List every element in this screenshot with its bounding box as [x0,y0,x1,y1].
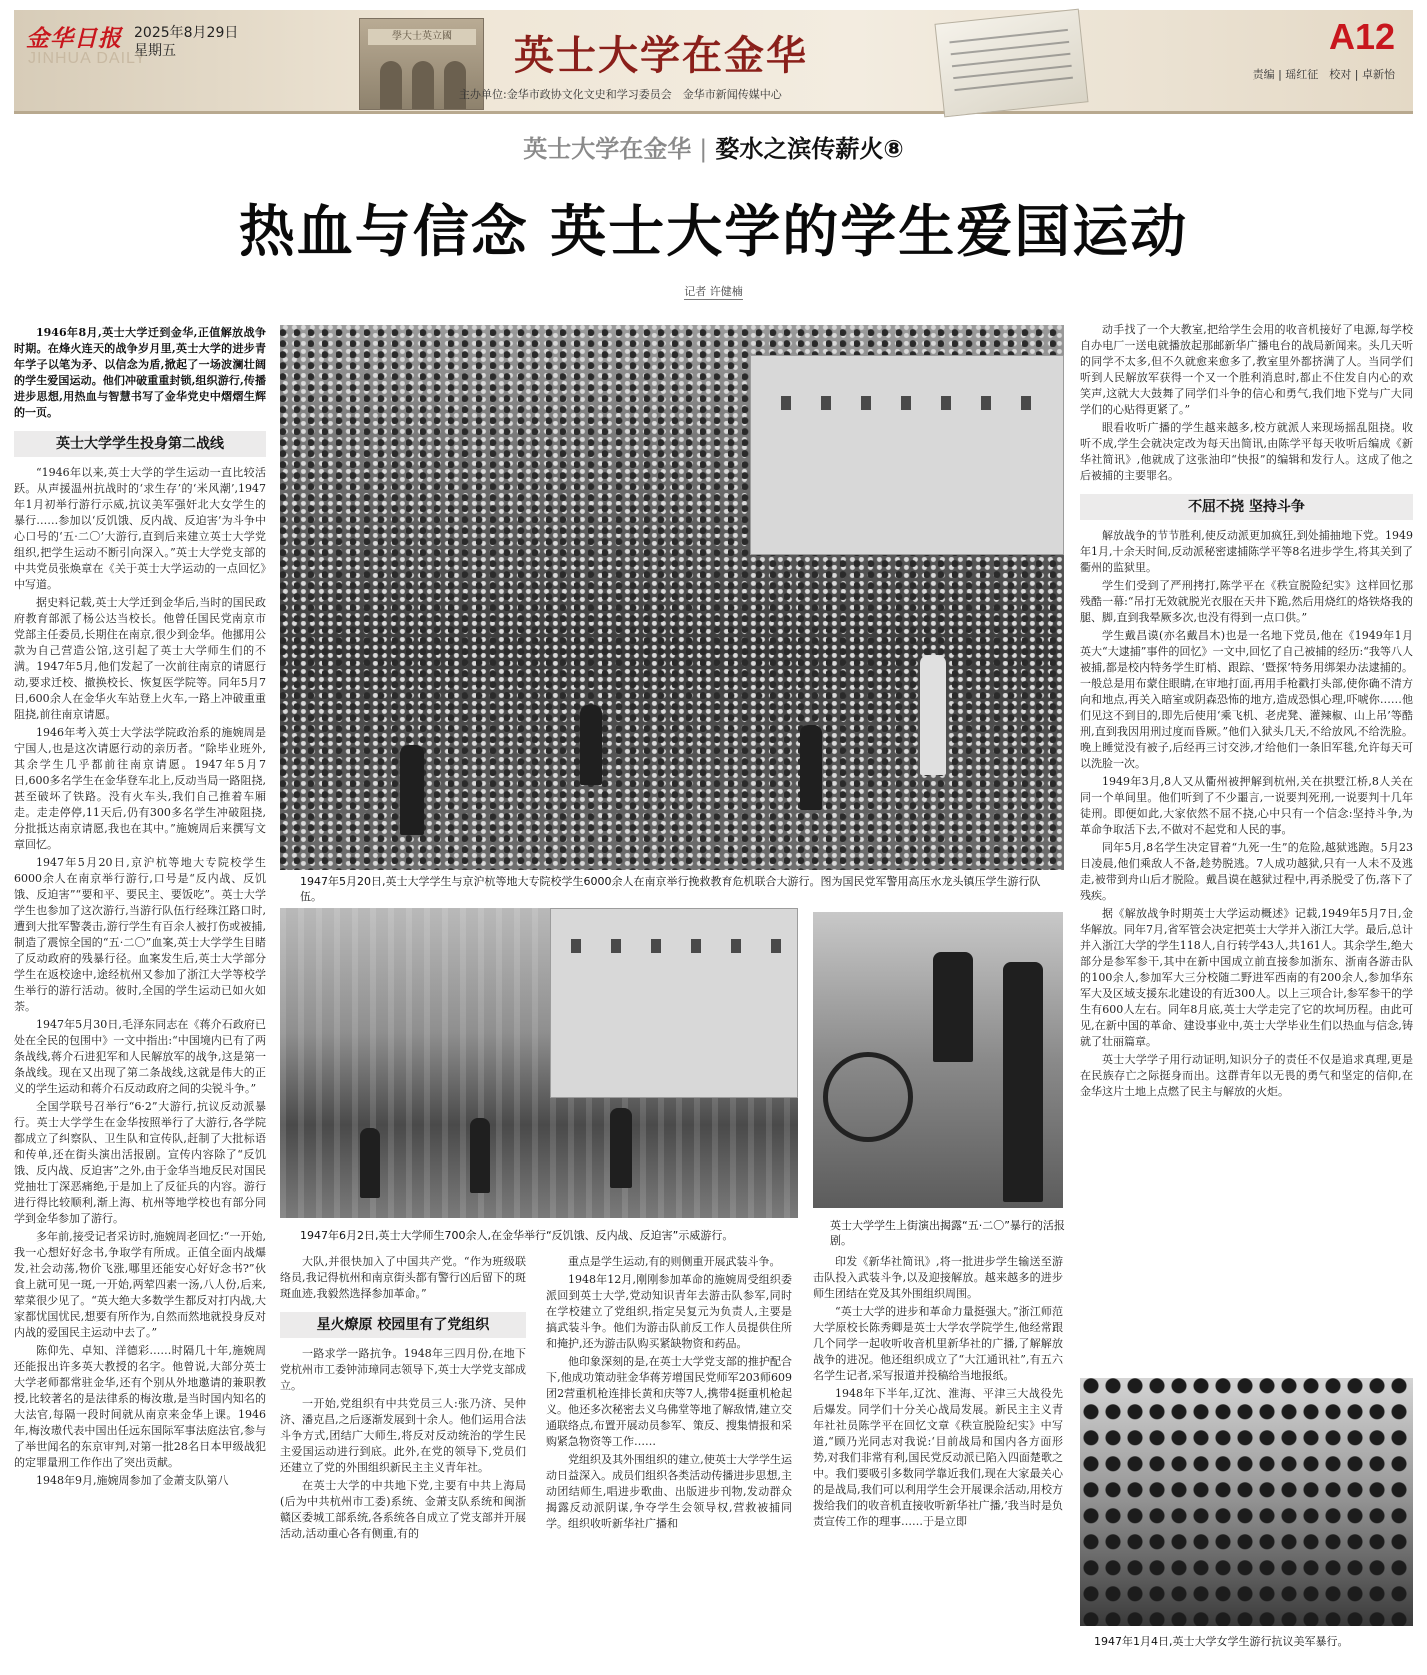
body-paragraph: 解放战争的节节胜利,使反动派更加疯狂,到处捕抽地下党。1949年1月,十余天时间,反动派秘密逮捕陈学平等8名进步学生,将其关到了衢州的监狱里。 [1080,529,1413,574]
kicker-divider: | [699,135,708,163]
gate-door [412,61,434,109]
paper-logo[interactable]: 金华日报 [26,25,122,52]
body-paragraph: 学生戴昌谟(亦名戴昌木)也是一名地下党员,他在《1949年1月英大“大逮捕”事件的回忆》一文中,回忆了自己被捕的经历:“我等八人被捕,都是校内特务学生盯梢、跟踪、‘暨探’特务用绑架办法逮捕的。一般总是用布蒙住眼睛,在审地打面,再用手枪戳打头部,使你确不清方向和地点,再关入暗室或阴森恐怖的地方,造成恐惧心理,吓唬你……他们见这不到目的,即先后使用‘乘飞机、老虎凳、灌辣椒、山上吊’等酷刑,直到我因用刑过度而昏厥。”他们入狱头几天,不给放风,不给洗脸。晚上睡觉没有被子,后经再三讨交涉,才给他们一条旧军毯,允许每天可以洗脸一次。 [1080,629,1413,770]
body-paragraph: 1947年5月30日,毛泽东同志在《蒋介石政府已处在全民的包围中》一文中指出:“中国境内已有了两条战线,蒋介石进犯军和人民解放军的战争,这是第一条战线。现在又出现了第二条战线,这就是伟大的正义的学生运动和蒋介石反动政府之间的尖锐斗争。” [14,1018,266,1095]
masthead [14,10,1413,114]
body-paragraph: 在英士大学的中共地下党,主要有中共上海局(后为中共杭州市工委)系统、金萧支队系统和闽浙赣区委城工部系统,各系统各自成立了党支部并开展活动,活动重心各有侧重,有的 [280,1479,526,1540]
section-title: 英士大学在金华 [514,32,808,79]
body-paragraph: 同年5月,8名学生决定冒着“九死一生”的危险,越狱逃跑。5月23日凌晨,他们乘敌人不备,趁势脱逃。7人成功越狱,只有一人未不及逃走,被带到舟山后才脱险。戴昌谟在越狱过程中,再杀脱受了伤,落下了残疾。 [1080,841,1413,902]
photo-jinhua-march [280,908,798,1218]
photo-female-students-march [1080,1378,1413,1626]
editors-line: 责编 | 瑶红征 校对 | 卓新怡 [1252,68,1395,81]
gate-door [380,61,402,109]
page-number: A12 [1328,16,1395,57]
series-label: 英士大学在金华 [523,135,692,163]
column-left [14,325,266,1670]
body-paragraph: 大队,并很快加入了中国共产党。“作为班级联络员,我记得杭州和南京街头都有警行凶后留下的斑斑血迹,我毅然选择参加革命。” [280,1255,526,1300]
body-paragraph: 1947年5月20日,京沪杭等地大专院校学生6000余人在南京举行游行,口号是“反内战、反饥饿、反迫害”“要和平、要民主、要饭吃”。英士大学学生也参加了这次游行,当游行队伍行经珠江路口时,遭到大批军警袭击,游行学生有百余人被打伤或被捕,制造了震惊全国的“五·二〇”血案,英士大学学生目睹了反动政府的残暴行径。血案发生后,英士大学部分学生在返校途中,途经杭州又参加了浙江大学等校学生举行的游行活动。彼时,全国的学生运动已如火如荼。 [14,856,266,1013]
series-kicker [0,129,1427,164]
body-paragraph: 一路求学一路抗争。1948年三四月份,在地下党杭州市工委钟沛璋同志领导下,英士大学党支部成立。 [280,1347,526,1392]
body-paragraph: 一开始,党组织有中共党员三人:张乃济、吴仲济、潘克昌,之后逐渐发展到十余人。他们运用合法斗争方式,团结广大师生,将反对反动统治的学生民主爱国运动进行到底。此外,在党的领导下,党员们还建立了党的外围组织新民主主义青年社。 [280,1397,526,1474]
body-paragraph: 眼看收听广播的学生越来越多,校方就派人来现场摇乱阻挠。收听不成,学生会就决定改为每天出简讯,由陈学平每天收听后编成《新华社简讯》,他就成了这张油印“快报”的编辑和发行人。这成了他之后被捕的主要罪名。 [1080,421,1413,482]
body-paragraph: 1949年3月,8人又从衢州被押解到杭州,关在拱墅江桥,8人关在同一个单间里。他们听到了不少噩言,一说要判死刑,一说要判十几年徒刑。即便如此,大家依然不屈不挠,心中只有一个信念:坚持斗争,为革命争取活下去,不做对不起党和人民的事。 [1080,775,1413,836]
sponsors-line: 主办单位:金华市政协文化文史和学习委员会 金华市新闻传媒中心 [459,88,782,101]
subhead-party-organization: 星火燎原 校园里有了党组织 [280,1312,526,1338]
article-headline: 热血与信念 英士大学的学生爱国运动 [238,200,1189,265]
body-paragraph: 全国学联号召举行“6·2”大游行,抗议反动派暴行。英士大学学生在金华按照举行了大游行,各学院都成立了纠察队、卫生队和宣传队,赶制了大批标语和传单,还在街头演出活报剧。宣传内容除了“反饥饿、反内战、反迫害”之外,由于金华当地反民对国民党抽壮丁深恶痛绝,于是加上了反征兵的内容。游行进行得比较顺利,渐上海、杭州等地学校也有部分同学到金华参加了游行。 [14,1100,266,1225]
body-paragraph: 1948年下半年,辽沈、淮海、平津三大战役先后爆发。同学们十分关心战局发展。新民主主义青年社社员陈学平在回忆文章《秩宣脱险纪实》中写道,“顾乃光同志对我说:‘目前战局和国内各方面形势,对我们非常有利,国民党反动派已陷入四面楚歌之中。我们要吸引多数同学靠近我们,现在大家最关心的是战局,我们可以利用学生会开展课余活动,用校方拨给我们的收音机直接收听新华社广播,’我当时是负责宣传工作的理事……于是立即 [813,1387,1063,1528]
subhead-struggle: 不屈不挠 坚持斗争 [1080,494,1413,520]
body-paragraph: 1946年考入英士大学法学院政治系的施婉周是宁国人,也是这次请愿行动的亲历者。“除毕业班外,其余学生几乎都前往南京请愿。1947年5月7日,600多名学生在金华登车北上,反动当局一路阻挠,甚至破坏了铁路。没有火车头,我们自己推着车厢走。走走停停,11天后,仍有300多名学生冲破阻挠,分批抵达南京请愿,我也在其中。”施婉周后来撰写文章回忆。 [14,726,266,851]
caption-photo4: 1947年1月4日,英士大学女学生游行抗议美军暴行。 [1094,1635,1349,1648]
paper-logo-english: JINHUA DAILY [28,50,147,67]
body-paragraph: 党组织及其外围组织的建立,使英士大学学生运动日益深入。成员们组织各类活动传播进步思想,主动团结师生,唱进步歌曲、出版进步刊物,发动群众揭露反动派阴谋,争夺学生会领导权,营救被捕同学。组织收听新华社广播和 [546,1453,792,1530]
body-paragraph: 1948年12月,刚刚参加革命的施婉周受组织委派回到英士大学,党动知识青年去游击队参军,同时在学校建立了党组织,指定吴复元为负责人,主要是搞武装斗争。他们为游击队前反工作人员提供住所和掩护,还为游击队购买紧缺物资和药品。 [546,1273,792,1350]
column-middle-b [546,1254,792,1672]
gate-sign: 學大士英立國 [368,29,476,45]
caption-photo1: 1947年5月20日,英士大学学生与京沪杭等地大专院校学生6000余人在南京举行挽救教育危机联合大游行。图为国民党军警用高压水龙头镇压学生游行队伍。 [300,875,1041,903]
body-paragraph: “英士大学的进步和革命力量挺强大。”浙江师范大学原校长陈秀卿是英士大学农学院学生,他经常跟几个同学一起收听收音机里新华社的广播,了解解放战争的进况。他还组织成立了“大江通讯社”,有五六名学生记者,采写报道并投稿给当地报纸。 [813,1305,1063,1382]
body-paragraph: 学生们受到了严刑拷打,陈学平在《秩宣脱险纪实》这样回忆那残酷一幕:“吊打无效就脱光衣服在天井下跪,然后用烧红的烙铁烙我的腿、脚,直到我晕厥多次,也没有得到一点口供。” [1080,579,1413,624]
photo-building [550,908,798,1098]
book-illustration [934,9,1088,118]
body-paragraph: 据《解放战争时期英士大学运动概述》记载,1949年5月7日,金华解放。同年7月,省军管会决定把英士大学并入浙江大学。最后,总计并入浙江大学的学生118人,自行转学43人,共161人。其余学生,绝大部分是参军参干,其中在新中国成立前直接参加浙东、浙南各游击队的100余人,参加军大三分校随二野进军西南的有200余人,参加华东军大及区域支援东北建设的有近300人。以上三项合计,参军参干的学生有600人左右。同年8月底,英士大学走完了它的坎坷历程。由此可见,在新中国的革命、建设事业中,英士大学毕业生们以热血与信念,铸就了壮丽篇章。 [1080,907,1413,1048]
body-paragraph: 他印象深刻的是,在英士大学党支部的推护配合下,他成功策动驻金华蒋芳增国民党师军203师609团2营重机枪连排长黄和庆等7人,携带4挺重机枪起义。他还多次秘密去义乌佛堂等地了解敌情,建立交通联络点,布置开展动员参军、策反、搜集情报和采购紧急物资等工作…… [546,1355,792,1448]
caption-photo3: 英士大学学生上街演出揭露“五·二〇”暴行的活报剧。 [830,1219,1065,1247]
photo-street-drama [813,912,1063,1208]
photo-nanjing-march [280,325,1064,870]
issue-date: 2025年8月29日 [134,25,239,41]
lead-paragraph: 1946年8月,英士大学迁到金华,正值解放战争时期。在烽火连天的战争岁月里,英士大学的进步青年学子以笔为矛、以信念为盾,掀起了一场波澜壮阔的学生爱国运动。他们冲破重重封锁,组织游行,传播进步思想,用热血与智慧书写了金华党史中熠熠生辉的一页。 [14,326,266,419]
series-subtitle: 婺水之滨传薪火⑧ [715,135,904,163]
rickshaw-wheel [823,1052,913,1142]
body-paragraph: 1948年9月,施婉周参加了金萧支队第八 [36,1474,229,1487]
issue-weekday: 星期五 [134,43,176,59]
photo-building [750,355,1064,555]
column-middle-a [280,1254,526,1672]
subhead-second-front: 英士大学学生投身第二战线 [14,431,266,457]
column-middle-c [813,1254,1063,1672]
caption-photo2: 1947年6月2日,英士大学师生700余人,在金华举行“反饥饿、反内战、反迫害”示威游行。 [300,1229,734,1242]
byline-wrapper [0,283,1427,299]
body-paragraph: 多年前,接受记者采访时,施婉周老回忆:“一开始,我一心想好好念书,争取学有所成。正值全面内战爆发,社会动荡,物价飞涨,哪里还能安心好好念书?”伙食上就可见一斑,一开始,两荤四素一汤,八人份,后来,荤菜很少见了。“英大绝大多数学生都反对打内战,大家都忧国忧民,想要有所作为,自然而然地就投身反对内战的爱国民主运动中去了。” [14,1230,266,1339]
byline: 记者 许健楠 [684,285,743,298]
body-paragraph: 动手找了一个大教室,把给学生会用的收音机接好了电源,每学校自办电厂一送电就播放起那邮新华广播电台的战局新闻来。头几天听的同学不太多,但不久就愈来愈多了,教室里外都挤满了人。当同学们听到人民解放军获得一个又一个胜利消息时,都止不住发自内心的欢笑声,这就大大鼓舞了同学们斗争的信心和勇气,我们地下党与广大同学们的心贴得更紧了。” [1080,323,1413,416]
body-paragraph: 印发《新华社简讯》,将一批进步学生输送至游击队投入武装斗争,以及迎接解放。越来越多的进步师生团结在党及其外围组织周围。 [813,1255,1063,1300]
body-paragraph: 英士大学学子用行动证明,知识分子的责任不仅是追求真理,更是在民族存亡之际挺身而出。这群青年以无畏的勇气和坚定的信仰,在金华这片土地上点燃了民主与解放的火炬。 [1080,1053,1413,1098]
body-paragraph: 重点是学生运动,有的则侧重开展武装斗争。 [568,1255,781,1268]
body-paragraph: 据史料记载,英士大学迁到金华后,当时的国民政府教育部派了杨公达当校长。他曾任国民党南京市党部主任委员,长期住在南京,很少到金华。他挪用公款为自己营造公馆,这引起了英士大学师生们的不满。1947年5月,他们发起了一次前往南京的请愿行动,要求迁校、撤换校长、恢复医学院等。同年5月7日,600余人在金华火车站登上火车,一路上冲破重重阻挠,前往南京请愿。 [14,596,266,721]
body-paragraph: “1946年以来,英士大学的学生运动一直比较活跃。从声援温州抗战时的‘求生存’的‘米风潮’,1947年1月初举行游行示威,抗议美军强奸北大女学生的暴行……参加以‘反饥饿、反内战、反迫害’为斗争中心口号的‘五·二〇’大游行,直到后来建立英士大学党组织,把学生运动不断引向深入。”英士大学党支部的中共党员张焕章在《关于英士大学运动的一点回忆》中写道。 [14,466,266,591]
body-paragraph: 陈仰先、卓知、洋德彩……时隔几十年,施婉周还能报出许多英大教授的名字。他曾说,大部分英士大学老师都常驻金华,还有个别从外地邀请的兼职教授,比较著名的是法律系的梅汝璈,是当时国内知名的大法官,每隔一段时间就从南京来金华上课。1946年,梅汝璈代表中国出任远东国际军事法庭法官,参与了举世闻名的东京审判,对第一批28名日本甲级战犯的定罪量刑工作作出了突出贡献。 [14,1344,266,1469]
